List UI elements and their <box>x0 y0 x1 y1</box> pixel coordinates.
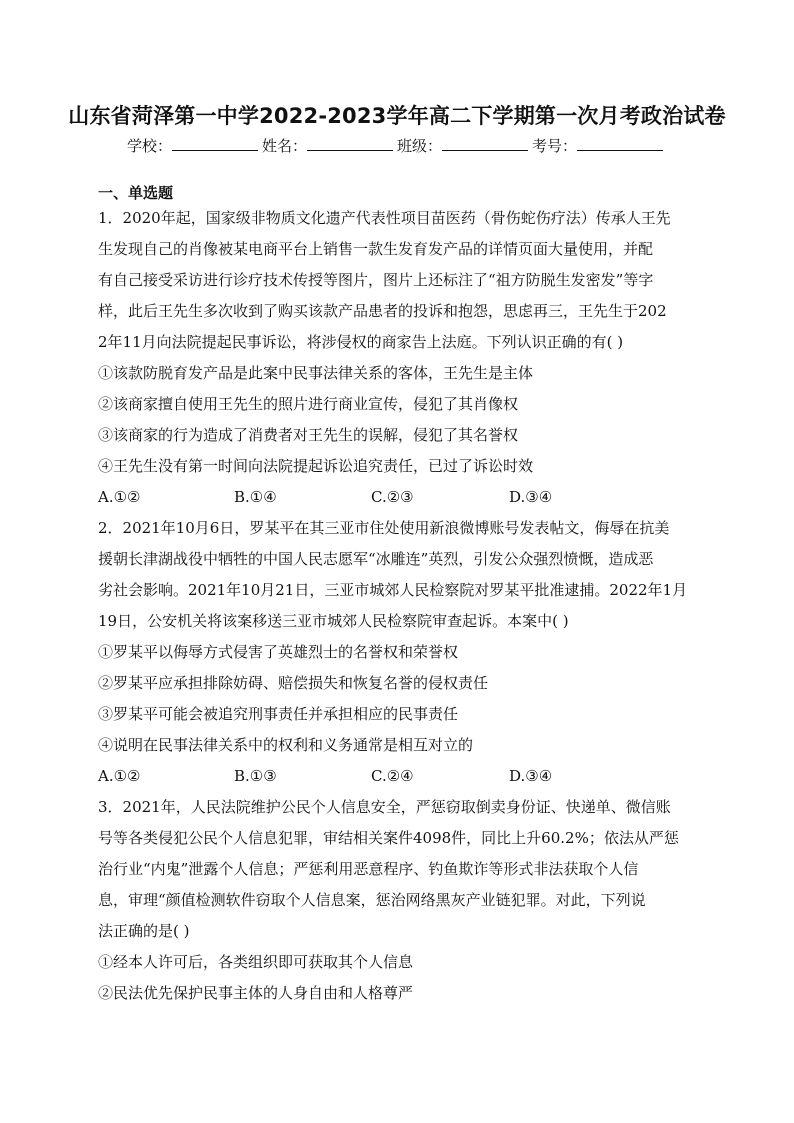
option-b[interactable]: B.①④ <box>234 488 277 506</box>
statement: ①该款防脱育发产品是此案中民事法律关系的客体，王先生是主体 <box>98 364 534 382</box>
option-c[interactable]: C.②③ <box>371 488 414 506</box>
question-2 <box>98 513 698 792</box>
question-3 <box>98 792 698 1009</box>
questions <box>98 203 698 1009</box>
statement: ④说明在民事法律关系中的权利和义务通常是相互对立的 <box>98 736 474 754</box>
question-text-line: 19日，公安机关将该案移送三亚市城郊人民检察院审查起诉。本案中( ) <box>98 612 569 630</box>
school-blank[interactable] <box>172 136 258 151</box>
school-label: 学校： <box>126 137 172 155</box>
answer-options <box>98 761 698 792</box>
number-label: 考号： <box>532 137 578 155</box>
option-b[interactable]: B.①③ <box>234 767 277 785</box>
statement: ③该商家的行为造成了消费者对王先生的误解，侵犯了其名誉权 <box>98 426 519 444</box>
question-text-line: 援朝长津湖战役中牺牲的中国人民志愿军“冰雕连”英烈，引发公众强烈愤慨，造成恶 <box>98 550 654 568</box>
question-1 <box>98 203 698 513</box>
question-text-line: 2．2021年10月6日，罗某平在其三亚市住处使用新浪微博账号发表帖文，侮辱在抗美 <box>98 519 670 537</box>
option-d[interactable]: D.③④ <box>509 488 553 506</box>
question-text-line: 2年11月向法院提起民事诉讼，将涉侵权的商家告上法庭。下列认识正确的有( ) <box>98 333 624 351</box>
option-c[interactable]: C.②④ <box>371 767 414 785</box>
question-text-line: 法正确的是( ) <box>98 922 190 940</box>
student-info-row <box>0 135 794 156</box>
question-text-line: 劣社会影响。2021年10月21日，三亚市城郊人民检察院对罗某平批准逮捕。2022年1月 <box>98 581 688 599</box>
question-text-line: 有自己接受采访进行诊疗技术传授等图片，图片上还标注了“祖方防脱生发密发”等字 <box>98 271 654 289</box>
statement: ①经本人许可后，各类组织即可获取其个人信息 <box>98 953 414 971</box>
section-title: 一、单选题 <box>98 184 174 202</box>
statement: ②罗某平应承担排除妨碍、赔偿损失和恢复名誉的侵权责任 <box>98 674 489 692</box>
question-text-line: 号等各类侵犯公民个人信息犯罪，审结相关案件4098件，同比上升60.2%；依法从严惩 <box>98 829 679 847</box>
statement: ④王先生没有第一时间向法院提起诉讼追究责任，已过了诉讼时效 <box>98 457 534 475</box>
question-text-line: 样，此后王先生多次收到了购买该款产品患者的投诉和抱怨，思虑再三，王先生于202 <box>98 302 667 320</box>
option-d[interactable]: D.③④ <box>509 767 553 785</box>
question-text-line: 生发现自己的肖像被某电商平台上销售一款生发育发产品的详情页面大量使用，并配 <box>98 240 654 258</box>
name-blank[interactable] <box>307 136 393 151</box>
question-text-line: 3．2021年，人民法院维护公民个人信息安全，严惩窃取倒卖身份证、快递单、微信账 <box>98 798 671 816</box>
statement: ③罗某平可能会被追究刑事责任并承担相应的民事责任 <box>98 705 459 723</box>
question-text-line: 息，审理“颜值检测软件窃取个人信息案，惩治网络黑灰产业链犯罪。对此，下列说 <box>98 891 646 909</box>
option-a[interactable]: A.①② <box>98 488 141 506</box>
number-blank[interactable] <box>577 136 663 151</box>
statement: ②该商家擅自使用王先生的照片进行商业宣传，侵犯了其肖像权 <box>98 395 519 413</box>
name-label: 姓名： <box>261 137 307 155</box>
class-blank[interactable] <box>442 136 528 151</box>
statement: ①罗某平以侮辱方式侵害了英雄烈士的名誉权和荣誉权 <box>98 643 459 661</box>
page-title: 山东省菏泽第一中学2022-2023学年高二下学期第一次月考政治试卷 <box>68 104 726 128</box>
statement: ②民法优先保护民事主体的人身自由和人格尊严 <box>98 984 414 1002</box>
question-text-line: 1．2020年起，国家级非物质文化遗产代表性项目苗医药（骨伤蛇伤疗法）传承人王先 <box>98 209 671 227</box>
answer-options <box>98 482 698 513</box>
option-a[interactable]: A.①② <box>98 767 141 785</box>
class-label: 班级： <box>397 137 443 155</box>
question-text-line: 治行业“内鬼”泄露个人信息；严惩利用恶意程序、钓鱼欺诈等形式非法获取个人信 <box>98 860 639 878</box>
